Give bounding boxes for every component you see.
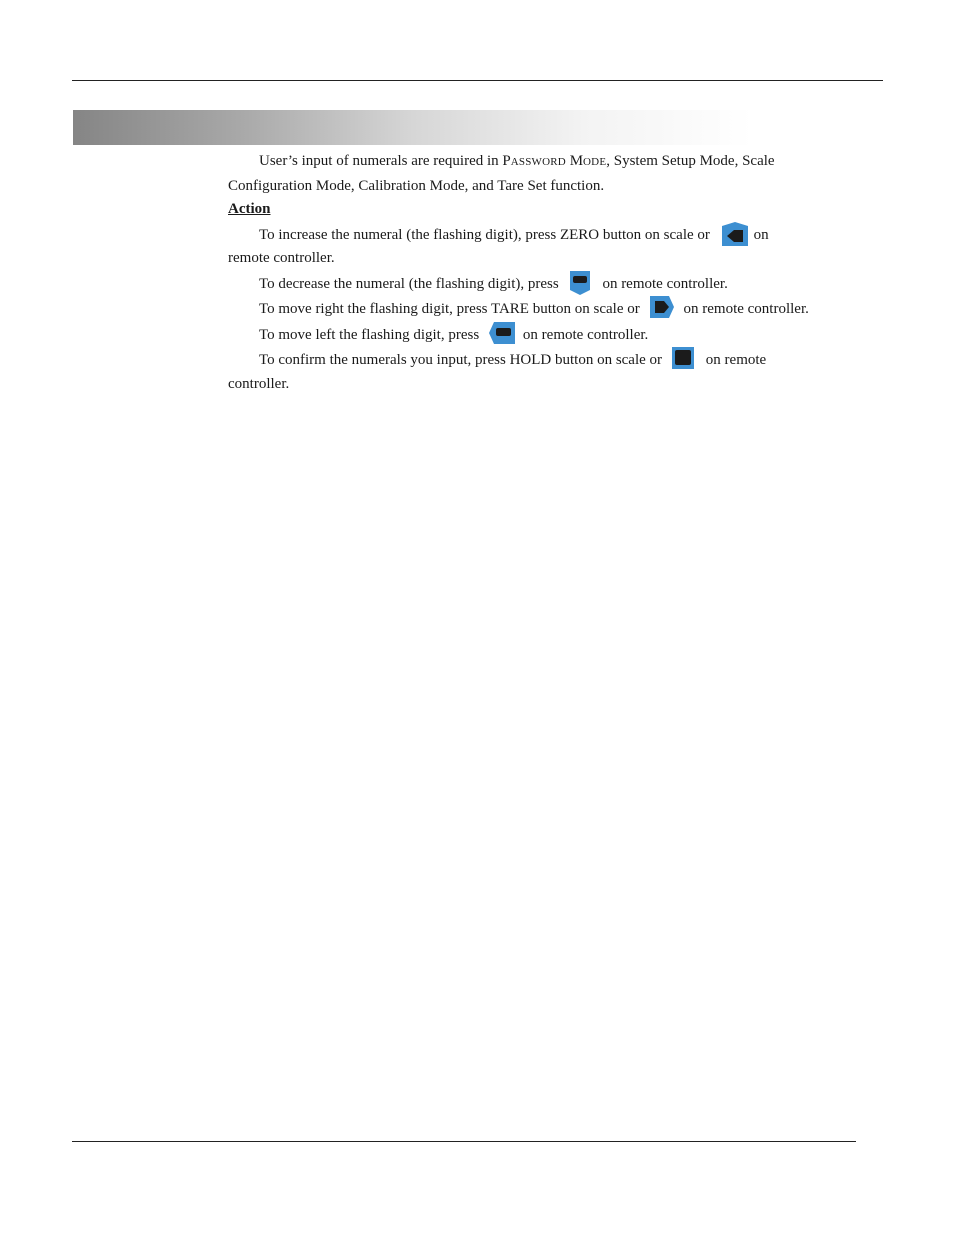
instructions-body (228, 150, 878, 396)
move-left-text: To move left the flashing digit, press (259, 326, 480, 343)
move-right-instruction (228, 296, 878, 322)
section-heading-band (73, 110, 753, 145)
confirm-instruction (228, 347, 878, 373)
move-right-after-text: on remote controller. (683, 301, 809, 317)
confirm-instruction-line-2: controller. (228, 375, 290, 392)
intro-prefix: User’s input of numerals are required in (259, 153, 503, 169)
decrease-instruction (228, 271, 878, 297)
move-left-after-text: on remote controller. (522, 326, 649, 343)
remote-down-arrow-icon (569, 271, 591, 293)
move-right-text: To move right the flashing digit, press TARE button on scale or (259, 301, 640, 317)
mode-name-rest-1: ASSWORD (510, 156, 566, 168)
remote-up-arrow-icon (720, 222, 742, 244)
header-rule (72, 80, 883, 81)
confirm-text: To confirm the numerals you input, press HOLD button on scale or (259, 352, 663, 368)
footer-rule (72, 1141, 856, 1142)
remote-left-arrow-icon (489, 322, 511, 344)
confirm-after-text: on remote (705, 352, 767, 368)
increase-after-text: on (753, 226, 769, 243)
remote-right-arrow-icon (650, 296, 672, 318)
intro-line-2: Configuration Mode, Calibration Mode, and Tare Set function. (228, 177, 605, 194)
increase-text: To increase the numeral (the flashing digit), press ZERO button on scale or (259, 226, 710, 243)
intro-suffix: , System Setup Mode, Scale (606, 153, 775, 169)
increase-instruction-line-2: remote controller. (228, 250, 335, 266)
intro-line-1 (228, 150, 878, 175)
move-left-instruction (228, 322, 878, 348)
action-heading: Action (228, 201, 271, 217)
mode-name-rest-2: ODE (583, 156, 607, 168)
mode-name-initial-p: P (502, 153, 511, 169)
decrease-after-text: on remote controller. (602, 275, 728, 292)
decrease-text: To decrease the numeral (the flashing digit), press (259, 275, 559, 292)
mode-name-initial-m: M (569, 153, 584, 169)
remote-enter-icon (672, 347, 694, 369)
increase-instruction (228, 222, 878, 248)
